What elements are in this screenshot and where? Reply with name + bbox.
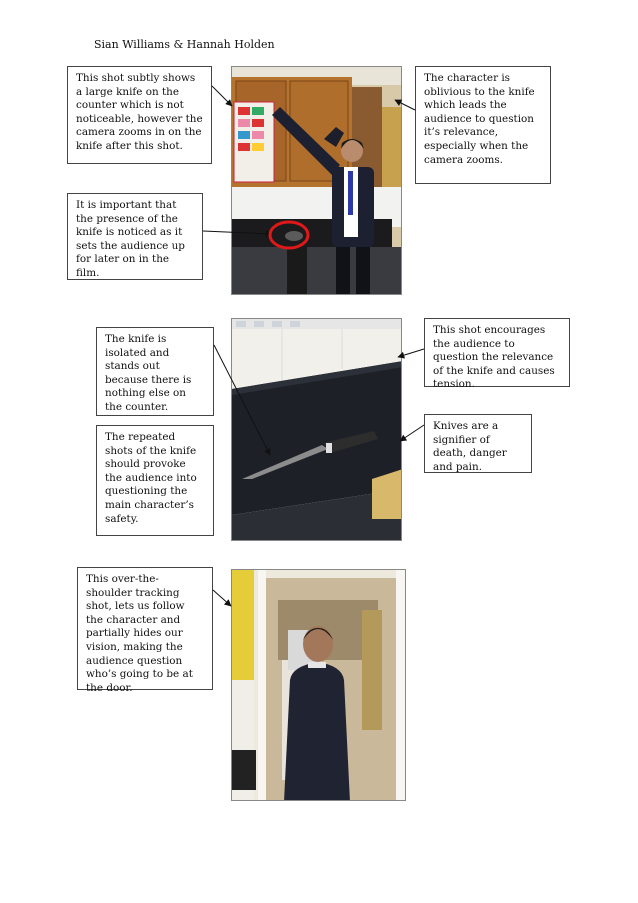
document-header: Sian Williams & Hannah Holden <box>94 38 275 51</box>
photo-knife-closeup <box>231 318 402 541</box>
note-knife-subtle: This shot subtly shows a large knife on the counter which is not noticeable, however the camera zooms in on the knife after this shot. <box>67 66 212 164</box>
note-shot-tension: This shot encourages the audience to question the relevance of the knife and causes tension. <box>424 318 570 387</box>
note-character-oblivious: The character is oblivious to the knife which leads the audience to question it’s relevance, especially when the camera zooms. <box>415 66 551 184</box>
kitchen-wide-illustration <box>232 67 402 295</box>
note-knives-signifier: Knives are a signifier of death, danger and pain. <box>424 414 532 473</box>
hallway-illustration <box>232 570 406 801</box>
knife-closeup-illustration <box>232 319 402 541</box>
photo-hallway-tracking-shot <box>231 569 406 801</box>
arrow-note8-to-photo3 <box>213 590 231 606</box>
note-over-shoulder: This over-the-shoulder tracking shot, lets us follow the character and partially hides our vision, making the audience question who’s going to be at the door. <box>77 567 213 690</box>
photo-kitchen-wide-shot <box>231 66 402 295</box>
arrow-note7-to-photo2 <box>400 425 424 441</box>
note-repeated-shots: The repeated shots of the knife should provoke the audience into questioning the main character’s safety. <box>96 425 214 536</box>
arrow-note1-to-photo1 <box>212 86 232 106</box>
note-knife-isolated: The knife is isolated and stands out because there is nothing else on the counter. <box>96 327 214 416</box>
note-knife-presence: It is important that the presence of the knife is noticed as it sets the audience up for later on in the film. <box>67 193 203 280</box>
